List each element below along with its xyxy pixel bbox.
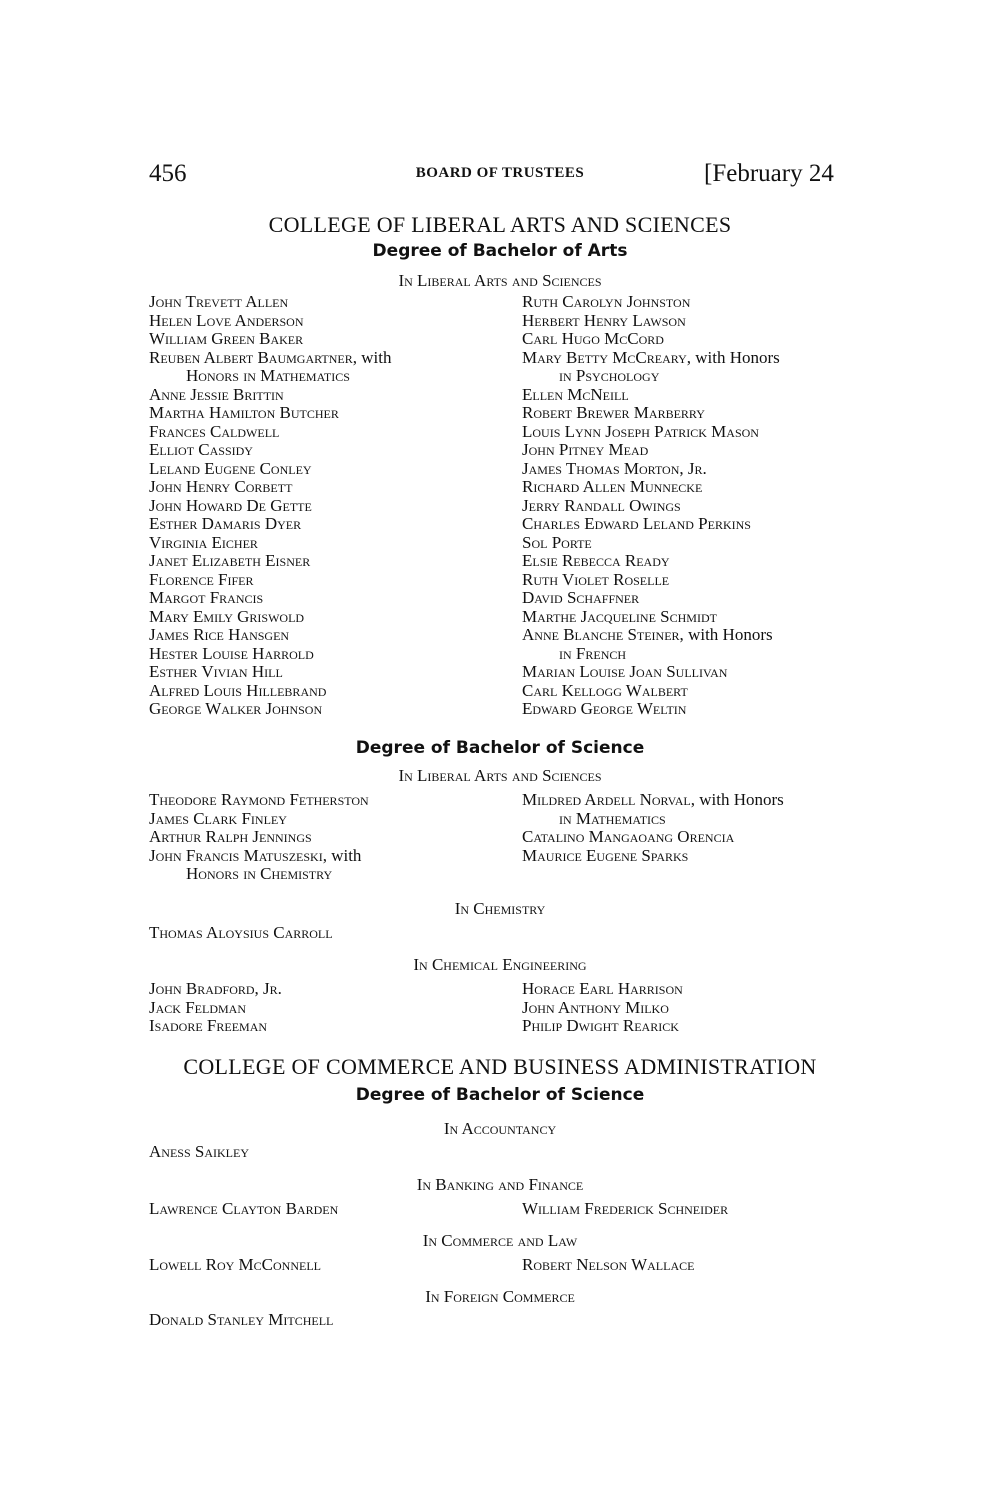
field-heading-liberal-arts: In Liberal Arts and Sciences <box>398 271 602 290</box>
graduate-entry <box>522 980 683 999</box>
chem-list <box>149 924 333 943</box>
graduate-entry <box>149 515 391 534</box>
graduate-name: George Walker Johnson <box>149 699 323 718</box>
graduate-name: Maurice Eugene Sparks <box>522 845 689 865</box>
ba-left-list <box>149 293 391 719</box>
graduate-entry <box>522 663 780 682</box>
graduate-entry <box>522 441 780 460</box>
graduate-name: Marian Louise Joan Sullivan <box>522 662 728 681</box>
graduate-entry <box>522 386 780 405</box>
graduate-name: William Frederick Schneider <box>522 1199 729 1218</box>
graduate-entry <box>522 423 780 442</box>
graduate-name: Philip Dwight Rearick <box>522 1016 679 1035</box>
graduate-entry <box>149 626 391 645</box>
graduate-entry <box>149 312 391 331</box>
graduate-entry <box>149 663 391 682</box>
graduate-name: Ruth Carolyn Johnston <box>522 292 691 311</box>
graduate-entry <box>522 497 780 516</box>
degree-heading-cba-bs: Degree of Bachelor of Science <box>355 1085 645 1105</box>
graduate-entry <box>149 791 369 810</box>
graduate-name: Margot Francis <box>149 588 264 607</box>
graduate-entry <box>522 626 780 645</box>
graduate-entry <box>522 828 784 847</box>
graduate-name: Florence Fifer <box>149 569 254 589</box>
graduate-entry <box>149 980 282 999</box>
graduate-name: Catalino Mangaoang Orencia <box>522 827 735 846</box>
graduate-name: Jack Feldman <box>149 997 246 1017</box>
honors-note: with <box>361 347 392 367</box>
graduate-name: Ellen McNeill <box>522 384 629 404</box>
bs-left-list <box>149 791 369 884</box>
graduate-entry <box>149 534 391 553</box>
graduate-entry <box>522 534 780 553</box>
graduate-entry <box>149 1017 282 1036</box>
graduate-name: Horace Earl Harrison <box>522 979 683 998</box>
graduate-entry <box>149 423 391 442</box>
honors-note: with Honors <box>699 790 784 809</box>
chemeng-left-list <box>149 980 282 1036</box>
ba-right-list <box>522 293 780 719</box>
graduate-name: Elsie Rebecca Ready <box>522 551 670 570</box>
graduate-name: Martha Hamilton Butcher <box>149 403 339 422</box>
honors-note: with Honors <box>695 347 780 367</box>
graduate-entry <box>149 293 391 312</box>
graduate-entry <box>149 571 391 590</box>
graduate-entry <box>522 847 784 866</box>
graduate-name: Donald Stanley Mitchell <box>149 1310 334 1329</box>
graduate-name: Robert Nelson Wallace <box>522 1255 695 1274</box>
graduate-name: Thomas Aloysius Carroll <box>149 923 333 942</box>
graduate-name: Aness Saikley <box>149 1142 249 1161</box>
graduate-name: Lawrence Clayton Barden <box>149 1199 339 1218</box>
graduate-name: Hester Louise Harrold <box>149 643 314 663</box>
graduate-name: John Howard De Gette <box>149 495 312 515</box>
running-head: BOARD OF TRUSTEES <box>415 165 585 181</box>
graduate-name: Reuben Albert Baumgartner, <box>149 347 357 367</box>
chemeng-right-list <box>522 980 683 1036</box>
graduate-entry <box>149 924 333 943</box>
graduate-name: John Anthony Milko <box>522 997 669 1017</box>
honors-continuation: Honors in Chemistry <box>186 864 333 883</box>
graduate-name: William Green Baker <box>149 329 304 348</box>
graduate-name: Virginia Eicher <box>149 532 258 552</box>
college-title-lasc: COLLEGE OF LIBERAL ARTS AND SCIENCES <box>268 212 732 237</box>
date-heading: [February 24 <box>704 160 834 187</box>
graduate-name: Janet Elizabeth Eisner <box>149 551 311 570</box>
graduate-name: David Schaffner <box>522 588 640 607</box>
graduate-name: Arthur Ralph Jennings <box>149 827 312 846</box>
graduate-entry <box>149 847 369 866</box>
graduate-name: Charles Edward Leland Perkins <box>522 514 751 533</box>
graduate-entry <box>522 460 780 479</box>
degree-heading-ba: Degree of Bachelor of Arts <box>372 241 628 261</box>
graduate-name: Anne Blanche Steiner, <box>522 625 684 644</box>
graduate-entry <box>149 682 391 701</box>
graduate-name: Ruth Violet Roselle <box>522 569 670 589</box>
graduate-entry <box>149 478 391 497</box>
graduate-entry <box>522 1017 683 1036</box>
graduate-entry <box>149 608 391 627</box>
graduate-name: John Henry Corbett <box>149 477 293 496</box>
graduate-entry <box>149 330 391 349</box>
graduate-name: Frances Caldwell <box>149 421 280 441</box>
graduate-name: Richard Allen Munnecke <box>522 477 703 496</box>
graduate-entry <box>522 791 784 810</box>
graduate-name: Alfred Louis Hillebrand <box>149 680 327 700</box>
graduate-entry <box>149 810 369 829</box>
graduate-entry <box>149 460 391 479</box>
graduate-name: Edward George Weltin <box>522 699 687 718</box>
graduate-name: Herbert Henry Lawson <box>522 310 686 330</box>
college-title-cba: COLLEGE OF COMMERCE AND BUSINESS ADMINISTRATION <box>183 1054 817 1079</box>
graduate-entry <box>149 828 369 847</box>
graduate-entry <box>522 700 780 719</box>
honors-continuation: in Psychology <box>559 366 660 385</box>
graduate-name: Theodore Raymond Fetherston <box>149 790 369 809</box>
graduate-entry <box>522 330 780 349</box>
graduate-name: James Thomas Morton, Jr. <box>522 458 707 478</box>
honors-continuation: Honors in Mathematics <box>186 366 350 385</box>
graduate-entry <box>522 349 780 368</box>
degree-heading-bs: Degree of Bachelor of Science <box>355 738 645 758</box>
graduate-entry <box>522 682 780 701</box>
graduate-entry <box>522 515 780 534</box>
graduate-name: Mary Emily Griswold <box>149 606 305 626</box>
graduate-name: John Francis Matuszeski, <box>149 845 327 865</box>
graduate-entry <box>522 552 780 571</box>
graduate-name: Leland Eugene Conley <box>149 458 312 478</box>
graduate-entry <box>149 349 391 368</box>
field-heading-chemistry: In Chemistry <box>454 899 546 918</box>
honors-continuation: in French <box>559 643 627 663</box>
field-heading-foreign-commerce: In Foreign Commerce <box>425 1287 575 1306</box>
honors-note: with Honors <box>688 625 773 644</box>
graduate-name: Elliot Cassidy <box>149 440 253 459</box>
graduate-name: Helen Love Anderson <box>149 310 304 330</box>
graduate-name: John Trevett Allen <box>149 292 289 311</box>
graduate-name: Mary Betty McCreary, <box>522 347 692 367</box>
graduate-name: Esther Damaris Dyer <box>149 514 302 533</box>
graduate-entry <box>522 312 780 331</box>
graduate-name: Isadore Freeman <box>149 1016 268 1035</box>
graduate-name: James Rice Hansgen <box>149 625 290 644</box>
graduate-name: Mildred Ardell Norval, <box>522 790 695 809</box>
graduate-entry <box>149 589 391 608</box>
graduate-entry <box>522 589 780 608</box>
field-heading-accountancy: In Accountancy <box>443 1119 557 1138</box>
graduate-entry <box>522 404 780 423</box>
page-number: 456 <box>149 160 187 187</box>
graduate-entry <box>149 404 391 423</box>
graduate-name: Robert Brewer Marberry <box>522 403 705 422</box>
graduate-entry <box>149 386 391 405</box>
graduate-name: John Pitney Mead <box>522 440 649 459</box>
bs-right-list <box>522 791 784 865</box>
graduate-entry <box>522 608 780 627</box>
graduate-entry <box>522 293 780 312</box>
graduate-name: Esther Vivian Hill <box>149 662 283 681</box>
graduate-name: Louis Lynn Joseph Patrick Mason <box>522 421 759 441</box>
graduate-entry <box>149 552 391 571</box>
graduate-entry <box>522 999 683 1018</box>
graduate-name: Lowell Roy McConnell <box>149 1255 321 1274</box>
graduate-entry <box>149 497 391 516</box>
field-heading-chem-eng: In Chemical Engineering <box>413 955 587 974</box>
graduate-name: Marthe Jacqueline Schmidt <box>522 606 717 626</box>
graduate-name: Anne Jessie Brittin <box>149 384 284 404</box>
honors-note: with <box>331 845 362 865</box>
honors-continuation: in Mathematics <box>559 808 666 828</box>
graduate-entry <box>149 441 391 460</box>
graduate-name: Carl Kellogg Walbert <box>522 680 688 700</box>
graduate-entry <box>149 645 391 664</box>
graduate-entry <box>149 999 282 1018</box>
graduate-name: John Bradford, Jr. <box>149 979 282 998</box>
graduate-entry <box>522 571 780 590</box>
field-heading-liberal-arts-bs: In Liberal Arts and Sciences <box>398 766 602 785</box>
graduate-name: Jerry Randall Owings <box>522 495 681 515</box>
graduate-name: James Clark Finley <box>149 808 287 828</box>
graduate-name: Carl Hugo McCord <box>522 329 664 348</box>
field-heading-commerce-law: In Commerce and Law <box>422 1231 578 1250</box>
graduate-entry <box>149 700 391 719</box>
graduate-entry <box>522 478 780 497</box>
graduate-name: Sol Porte <box>522 532 592 552</box>
field-heading-banking-finance: In Banking and Finance <box>416 1175 584 1194</box>
